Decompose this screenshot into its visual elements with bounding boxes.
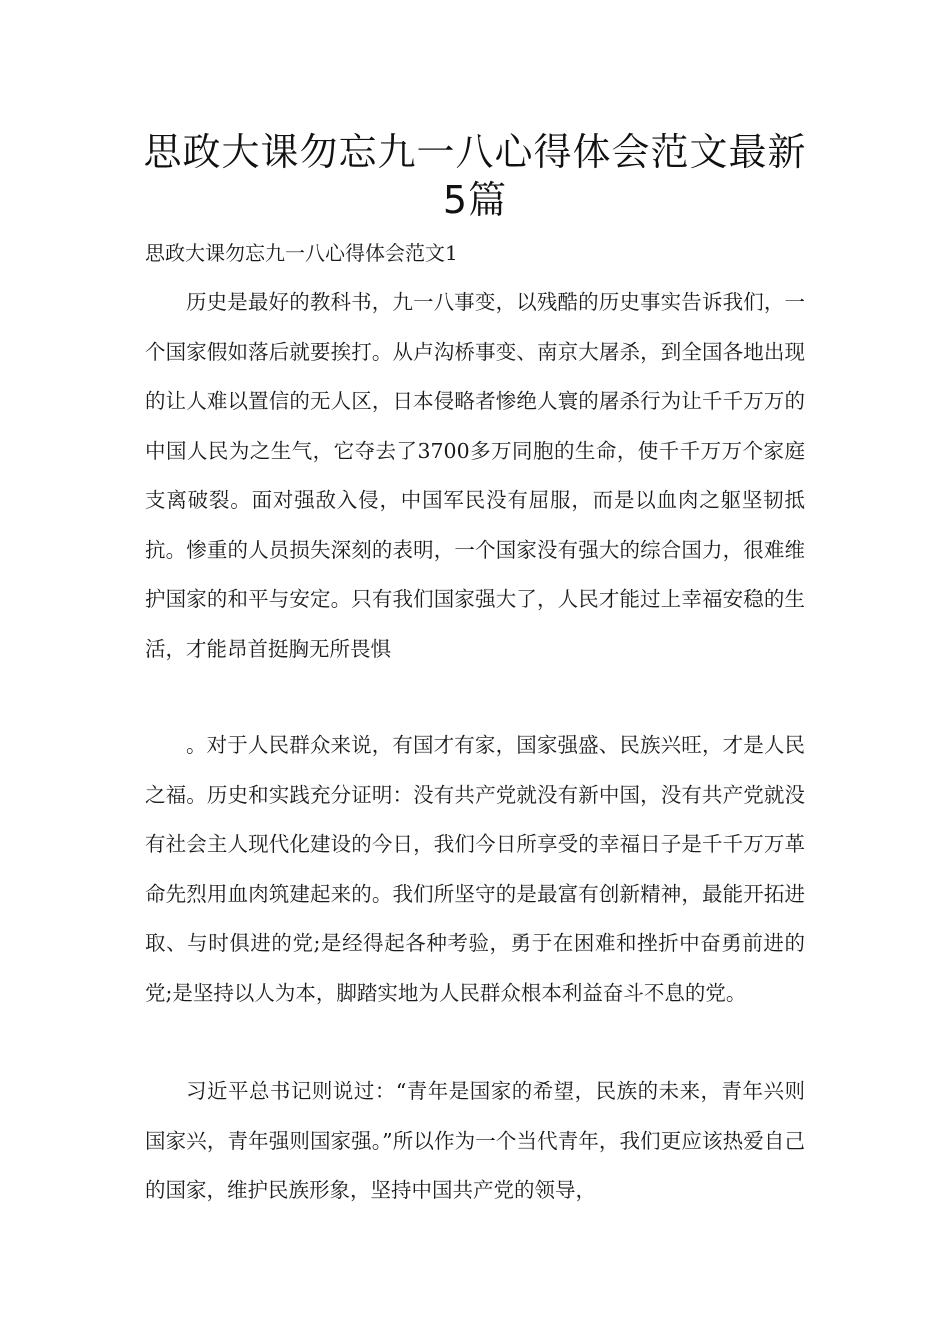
document-title-line-2: 5篇 [442, 178, 508, 222]
section-heading: 思政大课勿忘九一八心得体会范文1 [145, 241, 458, 265]
body-paragraph-2: 。对于人民群众来说，有国才有家，国家强盛、民族兴旺，才是人民之福。历史和实践充分证明：没有共产党就没有新中国，没有共产党就没有社会主人现代化建设的今日，我们今日所享受的幸福日子是千千万万革命先烈用血肉筑建起来的。我们所坚守的是最富有创新精神，最能开拓进取、与时俱进的党;是经得起各种考验，勇于在困难和挫折中奋勇前进的党;是坚持以人为本，脚踏实地为人民群众根本利益奋斗不息的党。 [145, 733, 805, 1005]
body-paragraph-1: 历史是最好的教科书，九一八事变，以残酷的历史事实告诉我们，一个国家假如落后就要挨打。从卢沟桥事变、南京大屠杀，到全国各地出现的让人难以置信的无人区，日本侵略者惨绝人寰的屠杀行为让千千万万的中国人民为之生气，它夺去了3700多万同胞的生命，使千千万万个家庭支离破裂。面对强敌入侵，中国军民没有屈服，而是以血肉之躯坚韧抵抗。惨重的人员损失深刻的表明，一个国家没有强大的综合国力，很难维护国家的和平与安定。只有我们国家强大了，人民才能过上幸福安稳的生活，才能昂首挺胸无所畏惧 [145, 290, 805, 661]
document-title [120, 128, 830, 224]
document-title-line-1: 思政大课勿忘九一八心得体会范文最新 [143, 130, 807, 174]
body-paragraph-3: 习近平总书记则说过：“青年是国家的希望，民族的未来，青年兴则国家兴，青年强则国家强。”所以作为一个当代青年，我们更应该热爱自己的国家，维护民族形象，坚持中国共产党的领导， [145, 1079, 805, 1202]
